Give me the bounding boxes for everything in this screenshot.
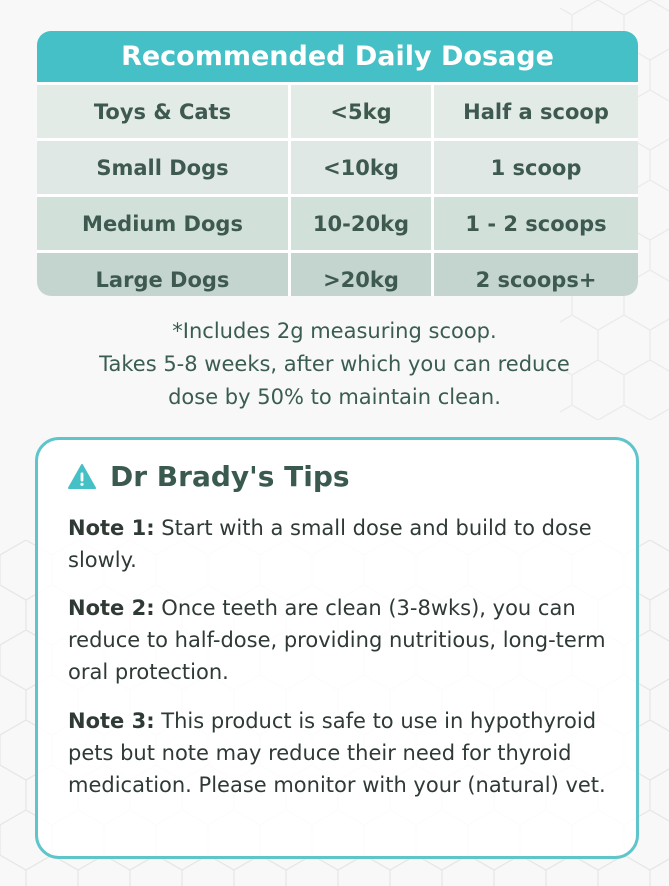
tips-box [35,437,639,859]
table-row [37,138,638,194]
note-text: Start with a small dose and build to dose slowly. [68,516,592,572]
pet-size-cell: Medium Dogs [37,197,291,250]
weight-cell: >20kg [291,253,434,296]
amount-cell: 1 scoop [490,155,582,180]
duration-note-line1: Takes 5-8 weeks, after which you can reduce [99,352,570,376]
tip-note [68,592,618,688]
note-label: Note 2: [68,596,155,620]
amount-cell: 1 - 2 scoops [465,211,607,236]
tips-heading [68,460,350,493]
weight-cell: <10kg [291,141,434,194]
weight-cell: 10-20kg [291,197,434,250]
table-row [37,250,638,296]
scoop-note: *Includes 2g measuring scoop. [172,319,497,343]
amount-cell: 2 scoops+ [475,267,597,292]
note-label: Note 1: [68,516,155,540]
tip-note [68,705,618,801]
duration-note-line2: dose by 50% to maintain clean. [168,385,501,409]
dosage-table-body [37,82,638,296]
dosage-table-title: Recommended Daily Dosage [37,31,638,82]
pet-size-cell: Small Dogs [37,141,291,194]
amount-cell: Half a scoop [463,99,609,124]
pet-size-cell: Large Dogs [37,253,291,296]
warning-icon [68,463,96,491]
pet-size-cell: Toys & Cats [37,85,291,138]
table-row [37,82,638,138]
dosage-notes [0,315,669,414]
table-row [37,194,638,250]
dosage-table [37,31,638,296]
note-label: Note 3: [68,709,155,733]
note-text: This product is safe to use in hypothyroid pets but note may reduce their need for thyroid medication. Please monitor with your (natural) vet. [68,709,606,797]
weight-cell: <5kg [291,85,434,138]
tips-title: Dr Brady's Tips [110,460,350,493]
tip-note [68,512,618,576]
note-text: Once teeth are clean (3-8wks), you can reduce to half-dose, providing nutritious, long-term oral protection. [68,596,606,684]
